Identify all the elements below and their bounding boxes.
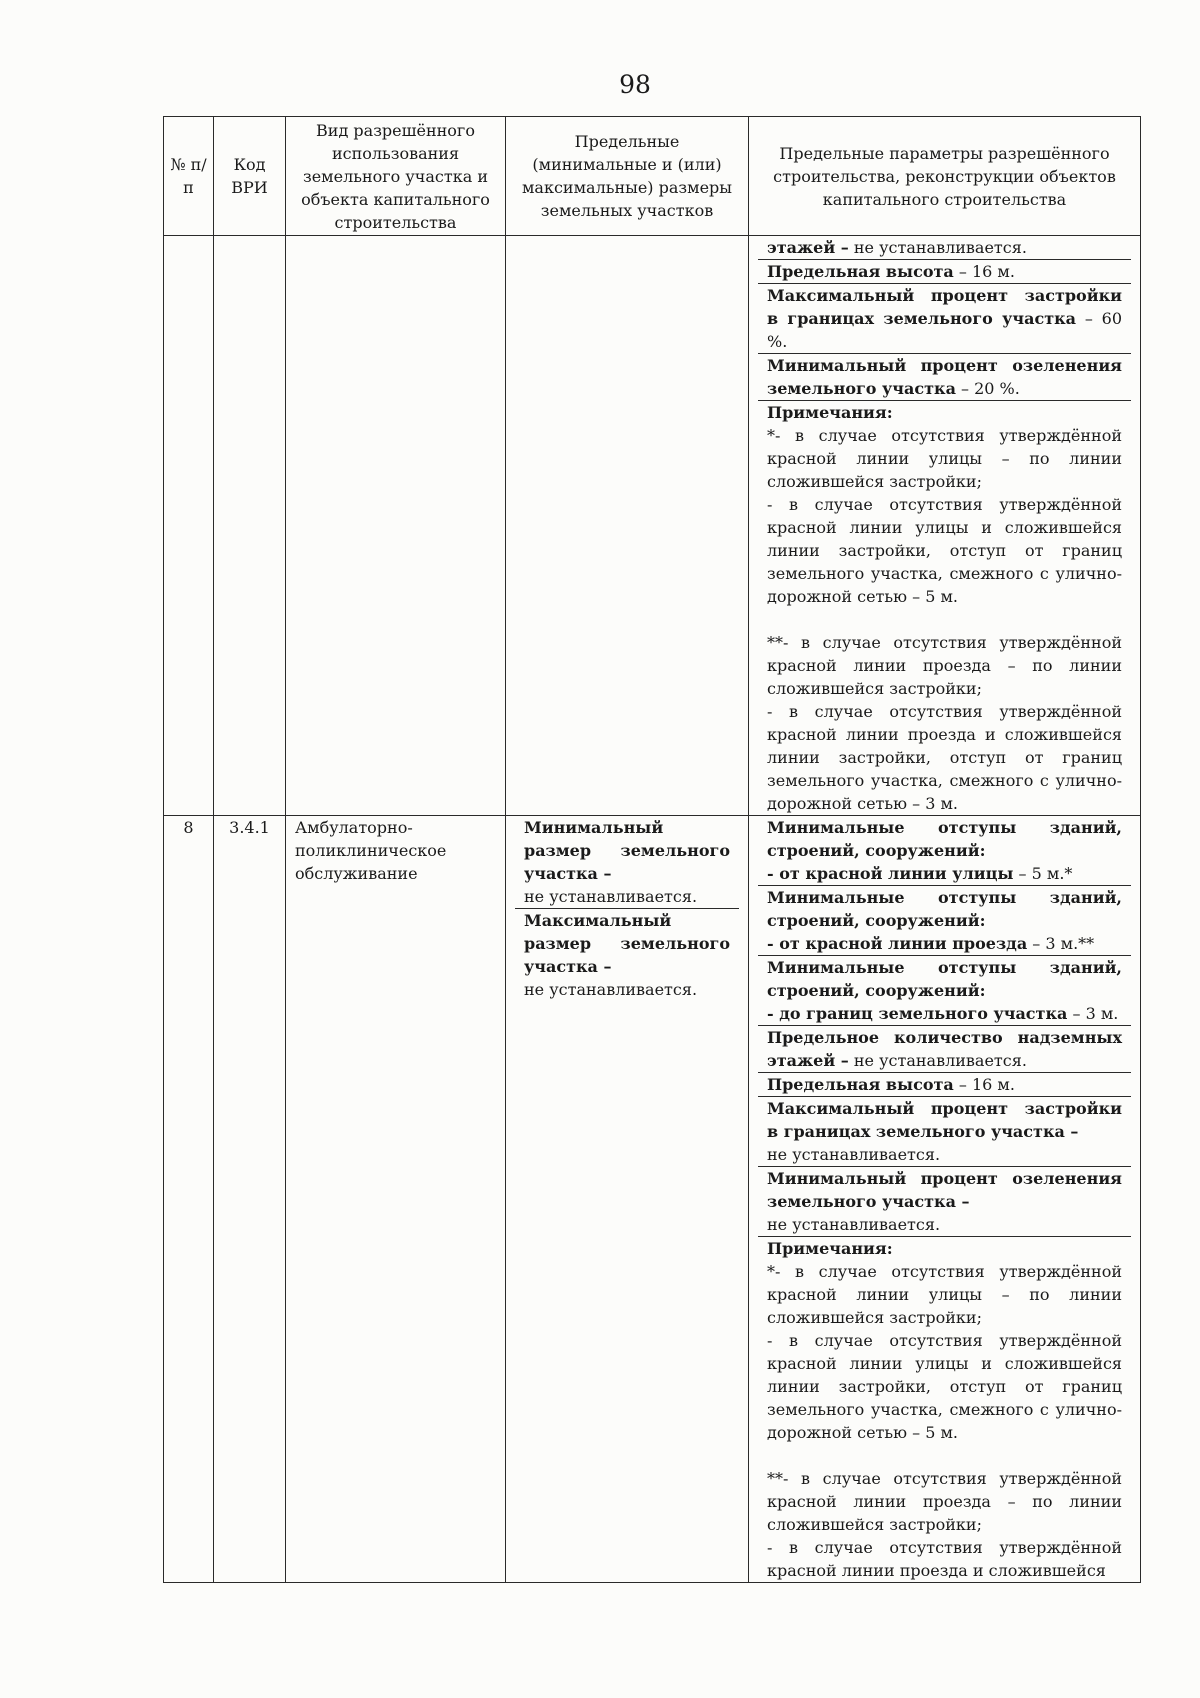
- cell-num-empty: [164, 236, 214, 816]
- cell-sizes: [506, 816, 749, 1583]
- header-params: Предельные параметры разрешённого строительства, реконструкции объектов капитального строительства: [749, 117, 1141, 236]
- param-notes-8: Примечания: *- в случае отсутствия утверждённой красной линии улицы – по линии сложившейся застройки; - в случае отсутствия утверждённой красной линии улицы и сложившейся линии застройки, отступ от границ земельного участка, смежного с улично-дорожной сетью – 5 м. **- в случае отсутствия утверждённой красной линии проезда – по линии сложившейся застройки; - в случае отсутствия утверждённой красной линии проезда и сложившейся: [767, 1239, 1122, 1580]
- header-sizes: Предельные (минимальные и (или) максимальные) размеры земельных участков: [506, 117, 749, 236]
- cell-num: 8: [164, 816, 214, 1583]
- param-floors-cont: этажей – не устанавливается.: [758, 236, 1131, 260]
- cell-params: [749, 816, 1141, 1583]
- param-build-percent-8: Максимальный процент застройки в границах земельного участка – не устанавливается.: [758, 1097, 1131, 1167]
- header-num: № п/п: [164, 117, 214, 236]
- header-type: Вид разрешённого использования земельного участка и объекта капитального строительства: [286, 117, 506, 236]
- param-height-8: Предельная высота – 16 м.: [758, 1073, 1131, 1097]
- param-green-percent-8: Минимальный процент озеленения земельного участка – не устанавливается.: [758, 1167, 1131, 1237]
- param-indent-border: Минимальные отступы зданий, строений, сооружений: - до границ земельного участка – 3 м.: [758, 956, 1131, 1026]
- param-height: Предельная высота – 16 м.: [758, 260, 1131, 284]
- cell-sizes-empty: [506, 236, 749, 816]
- table-row-8: [164, 816, 1141, 1583]
- table-header-row: [164, 117, 1141, 236]
- regulations-table: [163, 116, 1141, 1583]
- param-notes: Примечания: *- в случае отсутствия утверждённой красной линии улицы – по линии сложившейся застройки; - в случае отсутствия утверждённой красной линии улицы и сложившейся линии застройки, отступ от границ земельного участка, смежного с улично-дорожной сетью – 5 м. **- в случае отсутствия утверждённой красной линии проезда – по линии сложившейся застройки; - в случае отсутствия утверждённой красной линии проезда и сложившейся линии застройки, отступ от границ земельного участка, смежного с улично-дорожной сетью – 3 м.: [767, 403, 1122, 813]
- cell-type-empty: [286, 236, 506, 816]
- cell-code-empty: [214, 236, 286, 816]
- size-min: Минимальный размер земельного участка – не устанавливается.: [515, 816, 739, 909]
- param-build-percent: Максимальный процент застройки в границах земельного участка – 60 %.: [758, 284, 1131, 354]
- cell-params-continued: [749, 236, 1141, 816]
- cell-type: Амбулаторно-поликлиническое обслуживание: [286, 816, 506, 1583]
- param-floors: Предельное количество надземных этажей – не устанавливается.: [758, 1026, 1131, 1073]
- header-code: Код ВРИ: [214, 117, 286, 236]
- param-green-percent: Минимальный процент озеленения земельного участка – 20 %.: [758, 354, 1131, 401]
- size-max: Максимальный размер земельного участка – не устанавливается.: [524, 911, 730, 999]
- table-row-continued: [164, 236, 1141, 816]
- cell-code: 3.4.1: [214, 816, 286, 1583]
- param-indent-street: Минимальные отступы зданий, строений, сооружений: - от красной линии улицы – 5 м.*: [758, 816, 1131, 886]
- param-indent-passage: Минимальные отступы зданий, строений, сооружений: - от красной линии проезда – 3 м.**: [758, 886, 1131, 956]
- page-number: 98: [619, 70, 651, 99]
